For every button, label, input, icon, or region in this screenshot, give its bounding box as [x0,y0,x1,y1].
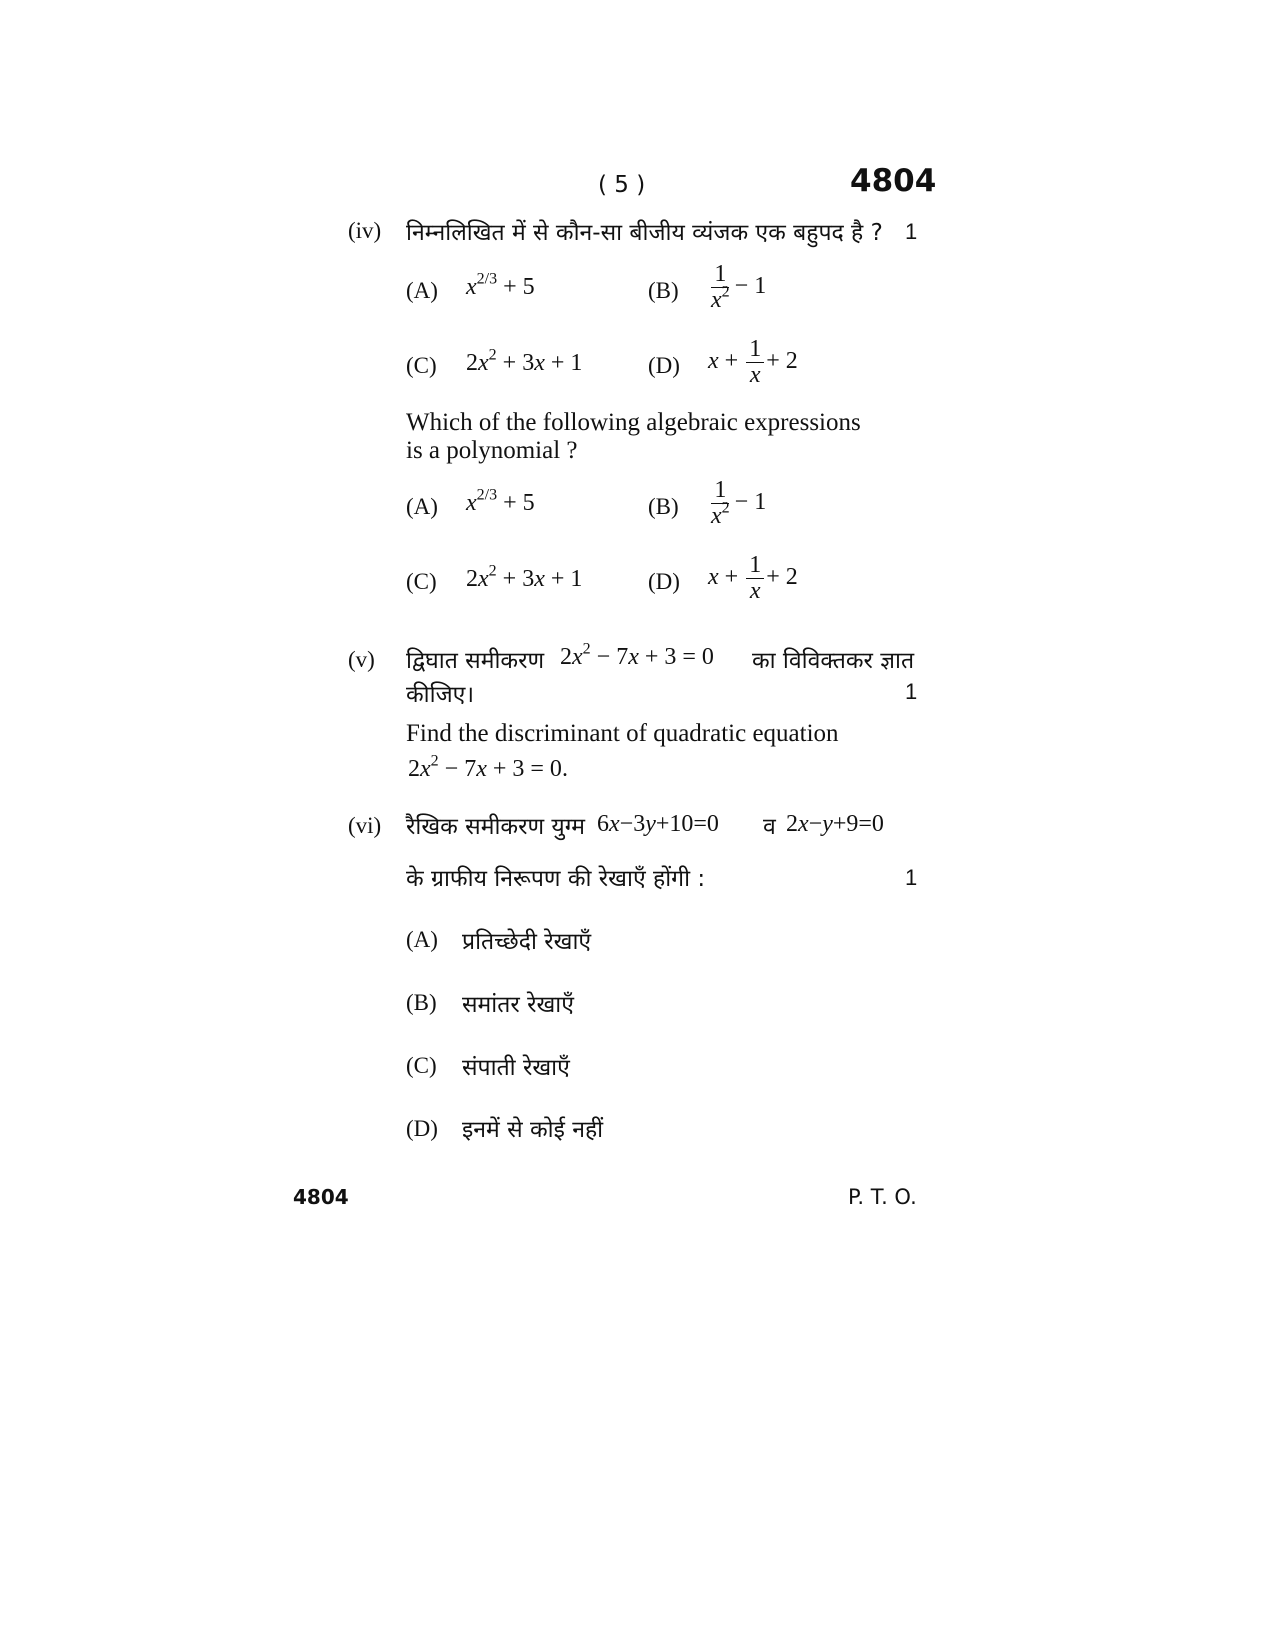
q4-hi-option-b-label: (B) [648,278,679,303]
q5-equation-hindi: $2x^2 - 7x + 3 = 0$ [560,640,714,670]
q6-option-d-label: (D) [406,1116,438,1141]
q6-option-a-label: (A) [406,927,438,952]
q5-number: (v) [348,647,375,672]
q6-hindi-line2: के ग्राफीय निरूपण की रेखाएँ होंगी : [406,866,706,892]
q6-option-c-label: (C) [406,1053,437,1078]
q4-en-option-c-expr: $2x^2 + 3x + 1$ [466,562,583,592]
q4-hindi-text: निम्नलिखित में से कौन-सा बीजीय व्यंजक एक बहुपद है ? [406,220,883,246]
q4-hi-option-c-expr: $2x^2 + 3x + 1$ [466,346,583,376]
q6-option-b-text: समांतर रेखाएँ [462,992,574,1018]
q4-marks: 1 [905,219,918,244]
q6-option-c-text: संपाती रेखाएँ [462,1055,570,1081]
q4-hi-option-d-label: (D) [648,353,680,378]
q5-english-line1: Find the discriminant of quadratic equation [406,720,839,747]
q5-hindi-line1b: का विविक्तकर ज्ञात [752,648,915,674]
q4-english-line2: is a polynomial ? [406,437,578,464]
q4-hi-option-a-expr: $x^{2/3} + 5$ [466,270,535,300]
q5-marks: 1 [905,679,918,704]
q6-option-a-text: प्रतिच्छेदी रेखाएँ [462,929,592,955]
q5-hindi-line1a: द्विघात समीकरण [406,648,545,674]
q4-en-option-b-label: (B) [648,494,679,519]
q6-equation-1: 6x−3y+10=0 [597,811,719,837]
q6-option-b-label: (B) [406,990,437,1015]
q6-option-d-text: इनमें से कोई नहीं [462,1117,604,1143]
q4-hi-option-b-expr: $\frac{1}{x^2}$ − 1 [711,261,767,314]
q5-equation-english: $2x^2 - 7x + 3 = 0$. [408,752,568,782]
q4-en-option-c-label: (C) [406,569,437,594]
q4-hi-option-c-label: (C) [406,353,437,378]
page-number: ( 5 ) [598,172,646,198]
q4-en-option-d-expr: x + $\frac{1}{x}$ + 2 [708,552,798,605]
paper-code-header: 4804 [850,163,937,199]
q4-en-option-b-expr: $\frac{1}{x^2}$ − 1 [711,477,767,530]
q4-en-option-a-label: (A) [406,494,438,519]
q5-equation-end: . [561,756,568,782]
q5-hindi-line2: कीजिए। [406,682,475,708]
q4-hi-option-a-label: (A) [406,278,438,303]
q6-hindi-line1a: रैखिक समीकरण युग्म [406,814,585,840]
q4-english-line1: Which of the following algebraic expressions [406,409,861,436]
q6-equation-2: 2x−y+9=0 [786,811,884,837]
q6-number: (vi) [348,813,382,838]
q4-en-option-a-expr: $x^{2/3} + 5$ [466,486,535,516]
q6-marks: 1 [905,865,918,890]
q4-number: (iv) [348,218,382,243]
pto-label: P. T. O. [848,1185,917,1209]
q6-connector: व [763,814,776,840]
q4-en-option-d-label: (D) [648,569,680,594]
paper-code-footer: 4804 [293,1185,349,1209]
q4-hi-option-d-expr: x + $\frac{1}{x}$ + 2 [708,336,798,389]
